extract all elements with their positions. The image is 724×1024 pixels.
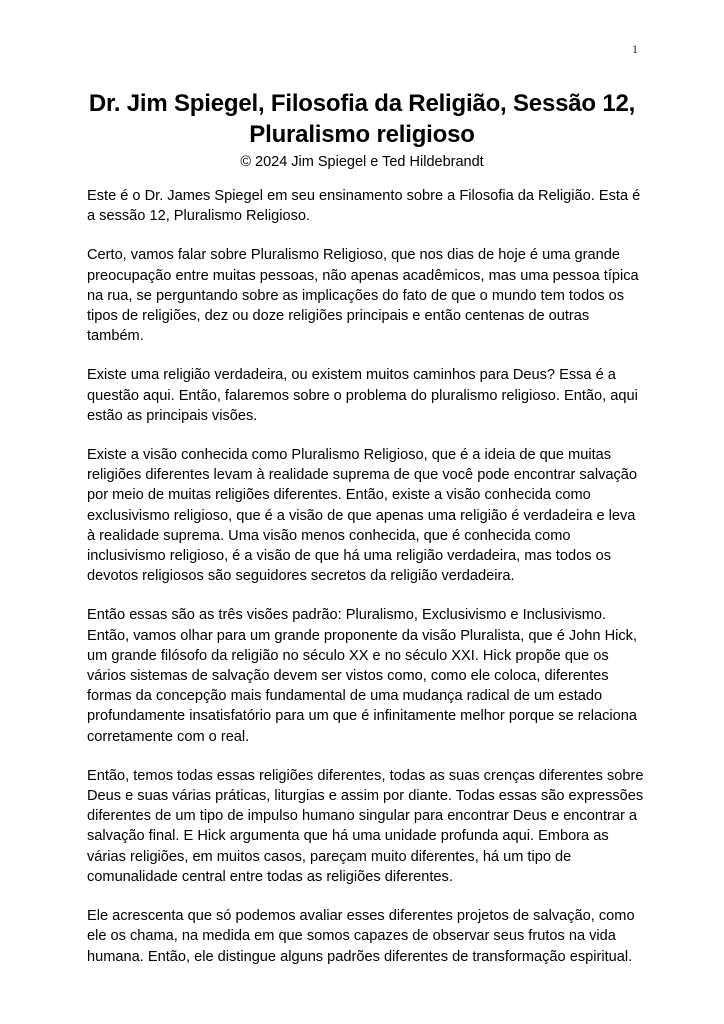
paragraph-7: Ele acrescenta que só podemos avaliar esses diferentes projetos de salvação, como ele os chama, na medida em que somos capazes de observar seus frutos na vida humana. Então, ele distingue alguns padrões diferentes de transformação espiritual. xyxy=(87,908,635,965)
copyright-notice: © 2024 Jim Spiegel e Ted Hildebrandt xyxy=(240,154,484,170)
page-title xyxy=(76,88,648,150)
paragraph-2: Certo, vamos falar sobre Pluralismo Religioso, que nos dias de hoje é uma grande preocupação entre muitas pessoas, não apenas acadêmicos, mas uma pessoa típica na rua, se perguntando sobre as implicações do fato de que o mundo tem todos os tipos de religiões, dez ou doze religiões principais e então centenas de outras também. xyxy=(87,247,639,345)
title-line-1: Dr. Jim Spiegel, Filosofia da Religião, Sessão 12, xyxy=(88,90,636,117)
paragraph-1: Este é o Dr. James Spiegel em seu ensinamento sobre a Filosofia da Religião. Esta é a sessão 12, Pluralismo Religioso. xyxy=(87,188,641,225)
paragraph-4: Existe a visão conhecida como Pluralismo Religioso, que é a ideia de que muitas religiões diferentes levam à realidade suprema de que você pode encontrar salvação por meio de muitas religiões diferentes. Então, existe a visão conhecida como exclusivismo religioso, que é a visão de que apenas uma religião é verdadeira e leva à realidade suprema. Uma visão menos conhecida, que é conhecida como inclusivismo religioso, é a visão de que há uma religião verdadeira, mas todos os devotos religiosos são seguidores secretos da religião verdadeira. xyxy=(87,447,638,585)
title-block xyxy=(76,88,648,172)
paragraph-5: Então essas são as três visões padrão: Pluralismo, Exclusivismo e Inclusivismo. Então, vamos olhar para um grande proponente da visão Pluralista, que é John Hick, um grande filósofo da religião no século XX e no século XXI. Hick propõe que os vários sistemas de salvação devem ser vistos como, como ele coloca, diferentes formas da concepção mais fundamental de uma mudança radical de um estado profundamente insatisfatório para um que é infinitamente melhor porque se relaciona corretamente com o real. xyxy=(87,607,638,745)
document-body xyxy=(87,186,645,986)
paragraph-6: Então, temos todas essas religiões diferentes, todas as suas crenças diferentes sobre Deus e suas várias práticas, liturgias e assim por diante. Todas essas são expressões diferentes de um tipo de impulso humano singular para encontrar Deus e encontrar a salvação final. E Hick argumenta que há uma unidade profunda aqui. Embora as várias religiões, em muitos casos, pareçam muito diferentes, há um tipo de comunalidade central entre todas as religiões diferentes. xyxy=(87,767,644,885)
page-number: 1 xyxy=(632,42,638,56)
paragraph-3: Existe uma religião verdadeira, ou existem muitos caminhos para Deus? Essa é a questão aqui. Então, falaremos sobre o problema do pluralismo religioso. Então, aqui estão as principais visões. xyxy=(87,367,638,424)
title-line-2: Pluralismo religioso xyxy=(249,121,475,148)
